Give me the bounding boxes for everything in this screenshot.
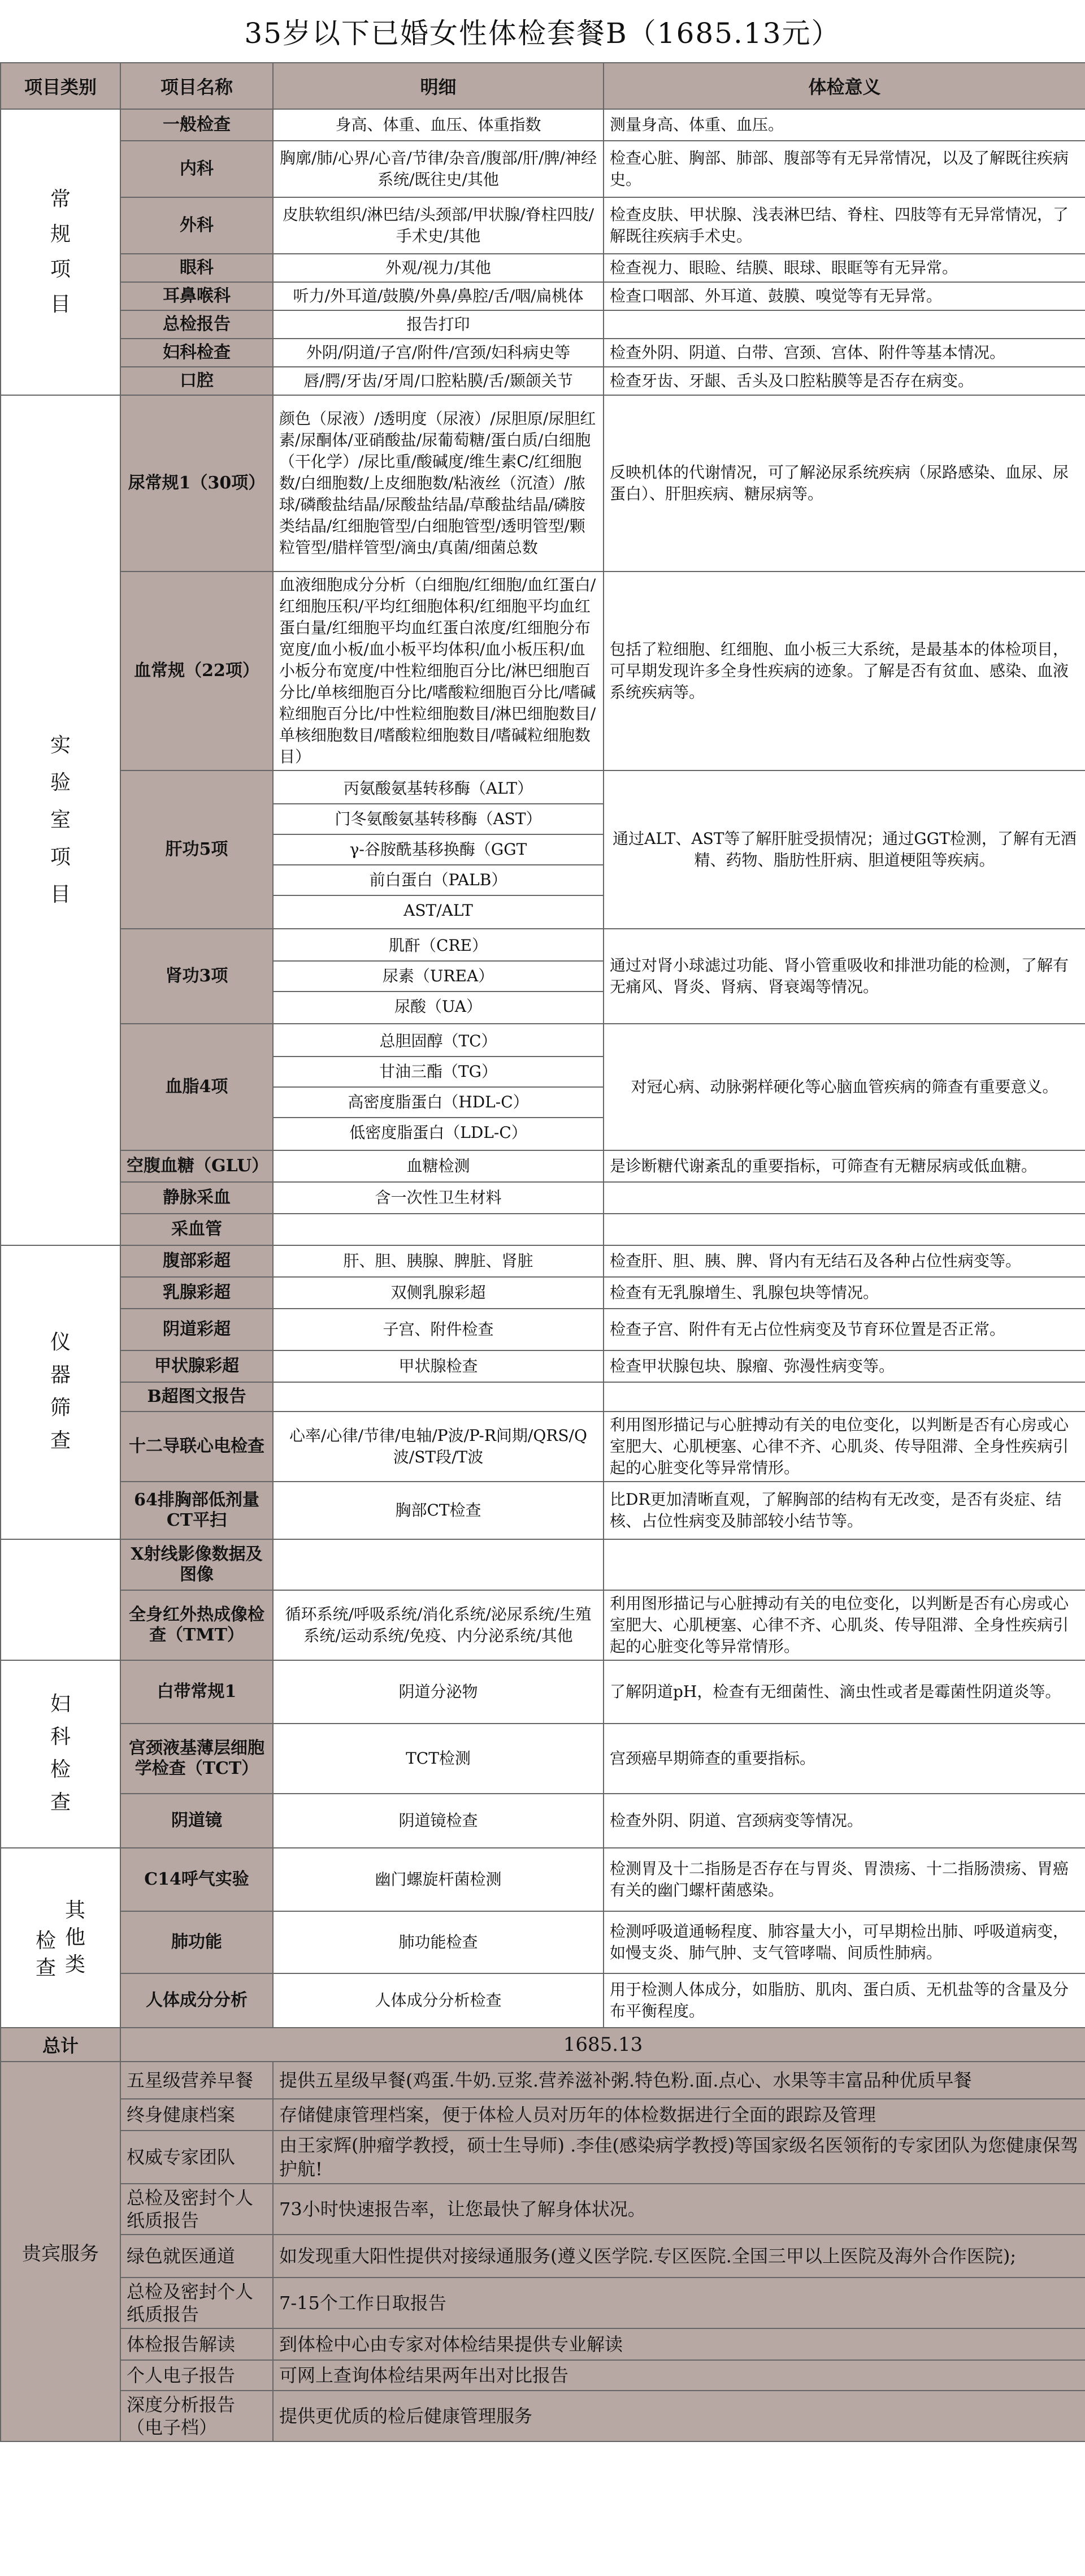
item-name: 甲状腺彩超	[120, 1350, 273, 1382]
table-row	[1, 1412, 1085, 1482]
table-row	[1, 2360, 1085, 2391]
item-significance: 检查甲状腺包块、腺瘤、弥漫性病变等。	[604, 1350, 1085, 1382]
item-name: X射线影像数据及图像	[120, 1539, 273, 1590]
category-char: 室	[50, 808, 71, 832]
category-char: 规	[50, 223, 71, 246]
category-char: 仪	[50, 1331, 71, 1354]
vip-service-desc: 可网上查询体检结果两年出对比报告	[273, 2360, 1085, 2391]
item-name: C14呼气实验	[120, 1848, 273, 1911]
table-row	[1, 1590, 1085, 1660]
item-detail	[273, 1539, 604, 1590]
category-char: 其	[64, 1899, 85, 1922]
item-significance: 反映机体的代谢情况，可了解泌尿系统疾病（尿路感染、血尿、尿蛋白）、肝胆疾病、糖尿病等。	[604, 395, 1085, 572]
vip-service-desc: 7-15个工作日取报告	[273, 2278, 1085, 2328]
item-significance: 检查外阴、阴道、宫颈病变等情况。	[604, 1794, 1085, 1848]
table-row	[1, 1309, 1085, 1350]
header-item-name: 项目名称	[120, 63, 273, 109]
table-row	[1, 1182, 1085, 1214]
vip-service-desc: 到体检中心由专家对体检结果提供专业解读	[273, 2328, 1085, 2360]
category-char: 查	[35, 1956, 56, 1980]
vip-category: 贵宾服务	[1, 2062, 120, 2441]
vip-service-desc: 如发现重大阳性提供对接绿通服务(遵义医学院.专区医院.全国三甲以上医院及海外合作医院);	[273, 2235, 1085, 2278]
category-label	[48, 182, 73, 322]
table-row	[1, 367, 1085, 395]
item-significance	[604, 1182, 1085, 1214]
item-name: B超图文报告	[120, 1382, 273, 1412]
category-label	[48, 1326, 73, 1457]
category-cell	[1, 1660, 120, 1848]
vip-service-name: 体检报告解读	[120, 2328, 273, 2360]
header-row	[1, 63, 1085, 109]
item-detail: 肺功能检查	[273, 1911, 604, 1973]
item-significance: 利用图形描记与心脏搏动有关的电位变化，以判断是否有心房或心室肥大、心肌梗塞、心律不齐、心肌炎、传导阻滞、全身性疾病引起的心脏变化等异常情形。	[604, 1590, 1085, 1660]
table-row	[1, 1724, 1085, 1794]
item-significance: 检查外阴、阴道、白带、宫颈、宫体、附件等基本情况。	[604, 339, 1085, 367]
item-significance: 检测呼吸道通畅程度、肺容量大小，可早期检出肺、呼吸道病变，如慢支炎、肺气肿、支气管哮喘、间质性肺病。	[604, 1911, 1085, 1973]
table-row	[1, 2391, 1085, 2441]
item-name: 肺功能	[120, 1911, 273, 1973]
detail-subitem: AST/ALT	[403, 901, 473, 920]
item-detail: 双侧乳腺彩超	[273, 1277, 604, 1309]
table-row	[1, 1848, 1085, 1911]
item-significance	[604, 1382, 1085, 1412]
category-char: 目	[50, 293, 71, 316]
category-char: 检	[35, 1929, 56, 1952]
category-char: 检	[50, 1758, 71, 1781]
item-significance: 宫颈癌早期筛查的重要指标。	[604, 1724, 1085, 1794]
item-name: 眼科	[120, 254, 273, 282]
item-detail: 血液细胞成分分析（白细胞/红细胞/血红蛋白/红细胞压积/平均红细胞体积/红细胞平均血红蛋白量/红细胞平均血红蛋白浓度/红细胞分布宽度/血小板/血小板平均体积/血小板压积/血小板分布宽度/中性粒细胞百分比/淋巴细胞百分比/单核细胞百分比/嗜酸粒细胞百分比/嗜碱粒细胞百分比/中性粒细胞数目/淋巴细胞数目/单核细胞数目/嗜酸粒细胞数目/嗜碱粒细胞数目）	[273, 572, 604, 770]
total-value: 1685.13	[120, 2028, 1085, 2062]
item-detail: 心率/心律/节律/电轴/P波/P-R间期/QRS/Q波/ST段/T波	[273, 1412, 604, 1482]
item-name: 采血管	[120, 1214, 273, 1245]
item-name: 静脉采血	[120, 1182, 273, 1214]
header-significance: 体检意义	[604, 63, 1085, 109]
item-significance: 比DR更加清晰直观，了解胸部的结构有无改变，是否有炎症、结核、占位性病变及肺部较小结节等。	[604, 1482, 1085, 1539]
vip-service-name: 总检及密封个人纸质报告	[120, 2278, 273, 2328]
item-significance: 检查皮肤、甲状腺、浅表淋巴结、脊柱、四肢等有无异常情况，了解既往疾病手术史。	[604, 197, 1085, 254]
item-significance: 利用图形描记与心脏搏动有关的电位变化，以判断是否有心房或心室肥大、心肌梗塞、心律不齐、心肌炎、传导阻滞、全身性疾病引起的心脏变化等异常情形。	[604, 1412, 1085, 1482]
table-row	[1, 2184, 1085, 2235]
table-row	[1, 2099, 1085, 2131]
detail-subitem: 尿酸（UA）	[394, 997, 482, 1016]
item-significance: 检查视力、眼睑、结膜、眼球、眼眶等有无异常。	[604, 254, 1085, 282]
page-title: 35岁以下已婚女性体检套餐B（1685.13元）	[244, 17, 841, 50]
item-detail: 阴道分泌物	[273, 1660, 604, 1724]
table-row	[1, 141, 1085, 197]
category-char: 查	[50, 1791, 71, 1814]
item-significance: 对冠心病、动脉粥样硬化等心脑血管疾病的筛查有重要意义。	[604, 1024, 1085, 1150]
item-detail: 身高、体重、血压、体重指数	[273, 109, 604, 141]
table-row	[1, 2131, 1085, 2184]
item-name: 血脂4项	[120, 1024, 273, 1150]
detail-subitem: γ-谷胺酰基移换酶（GGT	[274, 835, 603, 865]
category-char: 器	[50, 1363, 71, 1387]
header-detail: 明细	[273, 63, 604, 109]
table-row	[1, 2028, 1085, 2062]
item-name: 64排胸部低剂量CT平扫	[120, 1482, 273, 1539]
item-name: 总检报告	[120, 310, 273, 339]
item-detail: 听力/外耳道/鼓膜/外鼻/鼻腔/舌/咽/扁桃体	[273, 282, 604, 310]
item-name: 空腹血糖（GLU）	[120, 1150, 273, 1182]
category-label-left	[33, 1928, 58, 1982]
vip-service-name: 总检及密封个人纸质报告	[120, 2184, 273, 2235]
table-row	[1, 1350, 1085, 1382]
item-detail: TCT检测	[273, 1724, 604, 1794]
item-detail: 循环系统/呼吸系统/消化系统/泌尿系统/生殖系统/运动系统/免疫、内分泌系统/其他	[273, 1590, 604, 1660]
category-char: 常	[50, 188, 71, 211]
table-row	[1, 1911, 1085, 1973]
item-detail-list	[273, 1024, 604, 1150]
table-row	[1, 2062, 1085, 2099]
category-char: 类	[64, 1953, 85, 1976]
table-row	[1, 1794, 1085, 1848]
item-significance: 包括了粒细胞、红细胞、血小板三大系统，是最基本的体检项目，可早期发现许多全身性疾病的迹象。了解是否有贫血、感染、血液系统疾病等。	[604, 572, 1085, 770]
table-row	[1, 1245, 1085, 1277]
detail-subitem: 低密度脂蛋白（LDL-C）	[349, 1123, 527, 1142]
item-significance: 检查有无乳腺增生、乳腺包块等情况。	[604, 1277, 1085, 1309]
detail-subitem: 甘油三酯（TG）	[274, 1057, 603, 1088]
item-detail: 血糖检测	[273, 1150, 604, 1182]
table-row	[1, 770, 1085, 929]
item-name: 乳腺彩超	[120, 1277, 273, 1309]
item-name: 宫颈液基薄层细胞学检查（TCT）	[120, 1724, 273, 1794]
item-detail-list	[273, 929, 604, 1024]
vip-service-name: 深度分析报告（电子档）	[120, 2391, 273, 2441]
item-detail: 人体成分分析检查	[273, 1973, 604, 2028]
item-detail: 外阴/阴道/子宫/附件/宫颈/妇科病史等	[273, 339, 604, 367]
item-name: 一般检查	[120, 109, 273, 141]
category-label	[48, 727, 73, 913]
category-cell-empty	[1, 1539, 120, 1660]
header-category: 项目类别	[1, 63, 120, 109]
vip-service-desc: 存储健康管理档案，便于体检人员对历年的体检数据进行全面的跟踪及管理	[273, 2099, 1085, 2131]
item-name: 内科	[120, 141, 273, 197]
item-significance: 通过ALT、AST等了解肝脏受损情况；通过GGT检测，了解有无酒精、药物、脂肪性肝病、胆道梗阻等疾病。	[604, 770, 1085, 929]
detail-subitem: 前白蛋白（PALB）	[274, 865, 603, 896]
item-name: 阴道镜	[120, 1794, 273, 1848]
table-row	[1, 197, 1085, 254]
vip-service-desc: 提供更优质的检后健康管理服务	[273, 2391, 1085, 2441]
item-name: 耳鼻喉科	[120, 282, 273, 310]
category-cell	[1, 395, 120, 1245]
table-row	[1, 310, 1085, 339]
vip-service-name: 绿色就医通道	[120, 2235, 273, 2278]
item-detail: 颜色（尿液）/透明度（尿液）/尿胆原/尿胆红素/尿酮体/亚硝酸盐/尿葡萄糖/蛋白质/白细胞（干化学）/尿比重/酸碱度/维生素C/红细胞数/白细胞数/上皮细胞数/粘液丝（沉渣）/脓球/磷酸盐结晶/尿酸盐结晶/草酸盐结晶/磷胺类结晶/红细胞管型/白细胞管型/透明管型/颗粒管型/腊样管型/滴虫/真菌/细菌总数	[273, 395, 604, 572]
detail-subitem: 总胆固醇（TC）	[274, 1027, 603, 1057]
category-label	[48, 1688, 73, 1819]
table-row	[1, 2235, 1085, 2278]
table-row	[1, 1214, 1085, 1245]
vip-service-name: 个人电子报告	[120, 2360, 273, 2391]
category-cell	[1, 1245, 120, 1539]
item-detail	[273, 1382, 604, 1412]
item-detail: 唇/腭/牙齿/牙周/口腔粘膜/舌/颞颌关节	[273, 367, 604, 395]
item-significance	[604, 310, 1085, 339]
total-label: 总计	[1, 2028, 120, 2062]
detail-subitem: 肌酐（CRE）	[274, 931, 603, 962]
table-row	[1, 109, 1085, 141]
table-row	[1, 1660, 1085, 1724]
item-significance: 测量身高、体重、血压。	[604, 109, 1085, 141]
category-char: 查	[50, 1429, 71, 1452]
category-char: 目	[50, 883, 71, 906]
item-significance: 通过对肾小球滤过功能、肾小管重吸收和排泄功能的检测，了解有无痛风、肾炎、肾病、肾衰竭等情况。	[604, 929, 1085, 1024]
vip-service-name: 五星级营养早餐	[120, 2062, 273, 2099]
item-detail: 外观/视力/其他	[273, 254, 604, 282]
item-name: 肾功3项	[120, 929, 273, 1024]
detail-subitem: 高密度脂蛋白（HDL-C）	[274, 1088, 603, 1118]
item-name: 全身红外热成像检查（TMT）	[120, 1590, 273, 1660]
category-char: 实	[50, 734, 71, 757]
table-row	[1, 339, 1085, 367]
item-name: 血常规（22项）	[120, 572, 273, 770]
item-significance: 了解阴道pH，检查有无细菌性、滴虫性或者是霉菌性阴道炎等。	[604, 1660, 1085, 1724]
table-row	[1, 2328, 1085, 2360]
item-significance: 检查牙齿、牙龈、舌头及口腔粘膜等是否存在病变。	[604, 367, 1085, 395]
item-name: 阴道彩超	[120, 1309, 273, 1350]
item-detail	[273, 1214, 604, 1245]
table-row	[1, 1539, 1085, 1590]
item-significance: 是诊断糖代谢紊乱的重要指标，可筛查有无糖尿病或低血糖。	[604, 1150, 1085, 1182]
detail-subitem: 丙氨酸氨基转移酶（ALT）	[274, 774, 603, 804]
table-row	[1, 929, 1085, 1024]
vip-service-desc: 由王家辉(肿瘤学教授，硕士生导师) .李佳(感染病学教授)等国家级名医领衔的专家团队为您健康保驾护航!	[273, 2131, 1085, 2184]
category-char: 他	[64, 1926, 85, 1949]
table-row	[1, 282, 1085, 310]
category-cell	[1, 1848, 120, 2028]
table-row	[1, 254, 1085, 282]
table-row	[1, 1150, 1085, 1182]
detail-subitem: 门冬氨酸氨基转移酶（AST）	[274, 804, 603, 835]
item-detail: 子宫、附件检查	[273, 1309, 604, 1350]
vip-service-desc: 73小时快速报告率，让您最快了解身体状况。	[273, 2184, 1085, 2235]
item-name: 腹部彩超	[120, 1245, 273, 1277]
item-significance: 检查心脏、胸部、肺部、腹部等有无异常情况，以及了解既往疾病史。	[604, 141, 1085, 197]
item-name: 口腔	[120, 367, 273, 395]
item-detail: 胸部CT检查	[273, 1482, 604, 1539]
category-cell	[1, 109, 120, 395]
vip-service-name: 终身健康档案	[120, 2099, 273, 2131]
table-row	[1, 1277, 1085, 1309]
item-significance: 检测胃及十二指肠是否存在与胃炎、胃溃疡、十二指肠溃疡、胃癌有关的幽门螺杆菌感染。	[604, 1848, 1085, 1911]
table-row	[1, 572, 1085, 770]
item-significance	[604, 1539, 1085, 1590]
item-name: 肝功5项	[120, 770, 273, 929]
item-detail: 阴道镜检查	[273, 1794, 604, 1848]
item-name: 人体成分分析	[120, 1973, 273, 2028]
category-char: 妇	[50, 1692, 71, 1716]
item-detail: 胸廓/肺/心界/心音/节律/杂音/腹部/肝/脾/神经系统/既往史/其他	[273, 141, 604, 197]
detail-subitem: 尿素（UREA）	[274, 962, 603, 992]
item-name: 外科	[120, 197, 273, 254]
item-detail: 含一次性卫生材料	[273, 1182, 604, 1214]
item-name: 十二导联心电检查	[120, 1412, 273, 1482]
item-detail: 甲状腺检查	[273, 1350, 604, 1382]
item-detail-list	[273, 770, 604, 929]
table-row	[1, 1382, 1085, 1412]
item-significance	[604, 1214, 1085, 1245]
item-detail: 报告打印	[273, 310, 604, 339]
table-row	[1, 395, 1085, 572]
item-name: 白带常规1	[120, 1660, 273, 1724]
table-row	[1, 1482, 1085, 1539]
item-detail: 肝、胆、胰腺、脾脏、肾脏	[273, 1245, 604, 1277]
checkup-table	[0, 62, 1085, 2442]
item-name: 尿常规1（30项）	[120, 395, 273, 572]
category-char: 验	[50, 771, 71, 794]
item-significance: 检查肝、胆、胰、脾、肾内有无结石及各种占位性病变等。	[604, 1245, 1085, 1277]
category-label-right	[63, 1897, 88, 1978]
item-significance: 检查口咽部、外耳道、鼓膜、嗅觉等有无异常。	[604, 282, 1085, 310]
vip-service-desc: 提供五星级早餐(鸡蛋.牛奶.豆浆.营养滋补粥.特色粉.面.点心、水果等丰富品种优质早餐	[273, 2062, 1085, 2099]
category-char: 筛	[50, 1396, 71, 1419]
category-char: 项	[50, 258, 71, 281]
table-row	[1, 1973, 1085, 2028]
item-significance: 用于检测人体成分，如脂肪、肌肉、蛋白质、无机盐等的含量及分布平衡程度。	[604, 1973, 1085, 2028]
item-detail: 幽门螺旋杆菌检测	[273, 1848, 604, 1911]
table-row	[1, 2278, 1085, 2328]
item-name: 妇科检查	[120, 339, 273, 367]
vip-service-name: 权威专家团队	[120, 2131, 273, 2184]
category-char: 项	[50, 846, 71, 869]
table-row	[1, 1024, 1085, 1150]
item-detail: 皮肤软组织/淋巴结/头颈部/甲状腺/脊柱四肢/手术史/其他	[273, 197, 604, 254]
item-significance: 检查子宫、附件有无占位性病变及节育环位置是否正常。	[604, 1309, 1085, 1350]
category-char: 科	[50, 1725, 71, 1748]
